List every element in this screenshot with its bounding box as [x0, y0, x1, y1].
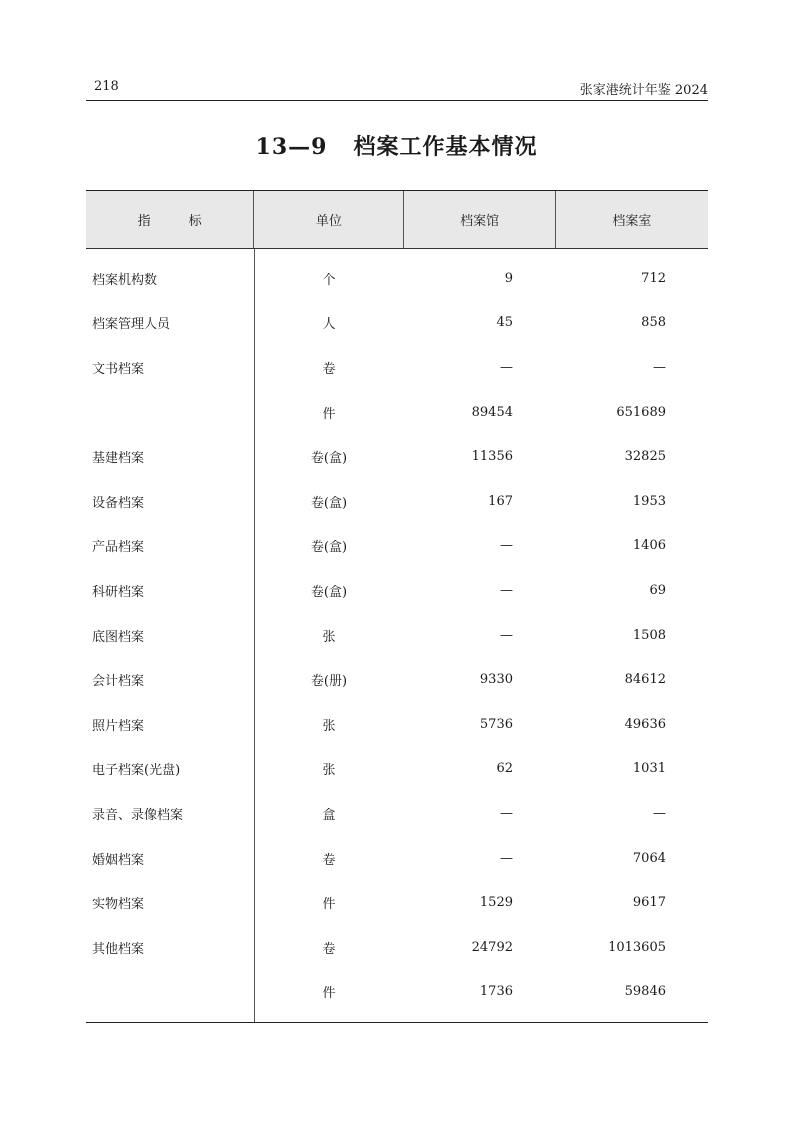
row-archive-rooms-value: 712 — [641, 270, 666, 286]
row-archives-value: 167 — [488, 493, 513, 509]
row-unit-cell: 卷(盒) — [310, 540, 348, 556]
row-archive-rooms-value: 49636 — [624, 716, 666, 732]
row-archives-value: 1736 — [479, 984, 513, 1000]
row-archives-value: — — [500, 582, 513, 598]
row-archives-value: 9 — [504, 270, 513, 286]
row-archive-rooms-value: 7064 — [632, 850, 666, 866]
row-archive-rooms-value: 69 — [649, 582, 666, 598]
row-unit-cell: 张 — [322, 763, 336, 779]
row-archive-rooms-value: 32825 — [624, 449, 666, 465]
row-archive-rooms-value: 1508 — [632, 627, 666, 643]
table-row — [86, 925, 708, 970]
table-row — [86, 434, 708, 479]
table-row — [86, 256, 708, 301]
row-unit-cell: 人 — [322, 317, 336, 333]
row-archives-value: 5736 — [479, 716, 513, 732]
row-unit-cell: 卷 — [322, 852, 336, 868]
row-archive-rooms-value: 1013605 — [608, 939, 666, 955]
table-row — [86, 568, 708, 613]
page-number: 218 — [94, 79, 119, 94]
row-unit-cell: 卷(册) — [310, 674, 348, 690]
column-header-indicator: 指 标 — [86, 191, 254, 248]
row-unit-cell: 张 — [322, 718, 336, 734]
row-name-cell: 档案机构数 — [92, 272, 158, 288]
row-unit-cell: 卷 — [322, 941, 336, 957]
table-row — [86, 880, 708, 925]
row-archive-rooms-value: 1406 — [632, 538, 666, 554]
row-unit-cell: 张 — [322, 629, 336, 645]
table-row — [86, 791, 708, 836]
row-archives-value: — — [500, 627, 513, 643]
book-title: 张家港统计年鉴 2024 — [579, 83, 708, 98]
table-header — [86, 191, 708, 249]
row-unit-cell: 卷 — [322, 361, 336, 377]
table-row — [86, 702, 708, 747]
row-name-cell: 基建档案 — [92, 451, 145, 467]
table-row — [86, 345, 708, 390]
row-name-cell: 电子档案(光盘) — [92, 763, 181, 779]
row-archives-value: — — [500, 805, 513, 821]
table-row — [86, 301, 708, 346]
row-name-cell: 实物档案 — [92, 897, 145, 913]
row-archive-rooms-value: 651689 — [616, 404, 666, 420]
row-archives-value: 89454 — [471, 404, 513, 420]
row-name-cell: 文书档案 — [92, 361, 145, 377]
table-title — [0, 130, 793, 161]
row-name-cell: 产品档案 — [92, 540, 145, 556]
table-row — [86, 747, 708, 792]
row-name-cell: 其他档案 — [92, 941, 145, 957]
row-archive-rooms-value: 858 — [641, 315, 666, 331]
row-archive-rooms-value: — — [653, 359, 666, 375]
row-unit-cell: 件 — [322, 986, 336, 1002]
row-archives-value: 45 — [496, 315, 513, 331]
row-archives-value: 24792 — [471, 939, 513, 955]
table-row — [86, 524, 708, 569]
row-archives-value: 11356 — [471, 449, 513, 465]
row-name-cell: 科研档案 — [92, 584, 145, 600]
row-unit-cell: 卷(盒) — [310, 584, 348, 600]
row-archive-rooms-value: 1031 — [632, 761, 666, 777]
row-unit-cell: 盒 — [322, 807, 336, 823]
table-row — [86, 479, 708, 524]
column-header-unit: 单位 — [254, 191, 404, 248]
row-archive-rooms-value: 84612 — [624, 672, 666, 688]
running-header — [86, 76, 708, 101]
table-row — [86, 657, 708, 702]
row-unit-cell: 个 — [322, 272, 336, 288]
row-archive-rooms-value: 1953 — [632, 493, 666, 509]
row-name-cell: 婚姻档案 — [92, 852, 145, 868]
row-name-cell: 录音、录像档案 — [92, 807, 184, 823]
row-archive-rooms-value: 59846 — [624, 984, 666, 1000]
row-archive-rooms-value: — — [653, 805, 666, 821]
table-row — [86, 836, 708, 881]
row-unit-cell: 卷(盒) — [310, 495, 348, 511]
row-name-cell: 档案管理人员 — [92, 317, 171, 333]
table-row — [86, 390, 708, 435]
table-title-text: 档案工作基本情况 — [353, 134, 538, 160]
table-body — [86, 249, 708, 1022]
row-unit-cell: 件 — [322, 897, 336, 913]
row-unit-cell: 卷(盒) — [310, 451, 348, 467]
row-unit-cell: 件 — [322, 406, 336, 422]
table-row — [86, 613, 708, 658]
column-header-archives: 档案馆 — [404, 191, 555, 248]
row-archives-value: 1529 — [479, 895, 513, 911]
column-header-archive-rooms: 档案室 — [612, 214, 652, 229]
row-name-cell: 设备档案 — [92, 495, 145, 511]
table-row — [86, 970, 708, 1015]
row-archive-rooms-value: 9617 — [632, 895, 666, 911]
archives-table — [86, 190, 708, 1023]
row-archives-value: — — [500, 359, 513, 375]
row-name-cell: 底图档案 — [92, 629, 145, 645]
table-number: 13—9 — [255, 134, 328, 160]
row-archives-value: — — [500, 538, 513, 554]
row-name-cell: 会计档案 — [92, 674, 145, 690]
row-name-cell: 照片档案 — [92, 718, 145, 734]
row-archives-value: 9330 — [479, 672, 513, 688]
row-archives-value: — — [500, 850, 513, 866]
row-archives-value: 62 — [496, 761, 513, 777]
